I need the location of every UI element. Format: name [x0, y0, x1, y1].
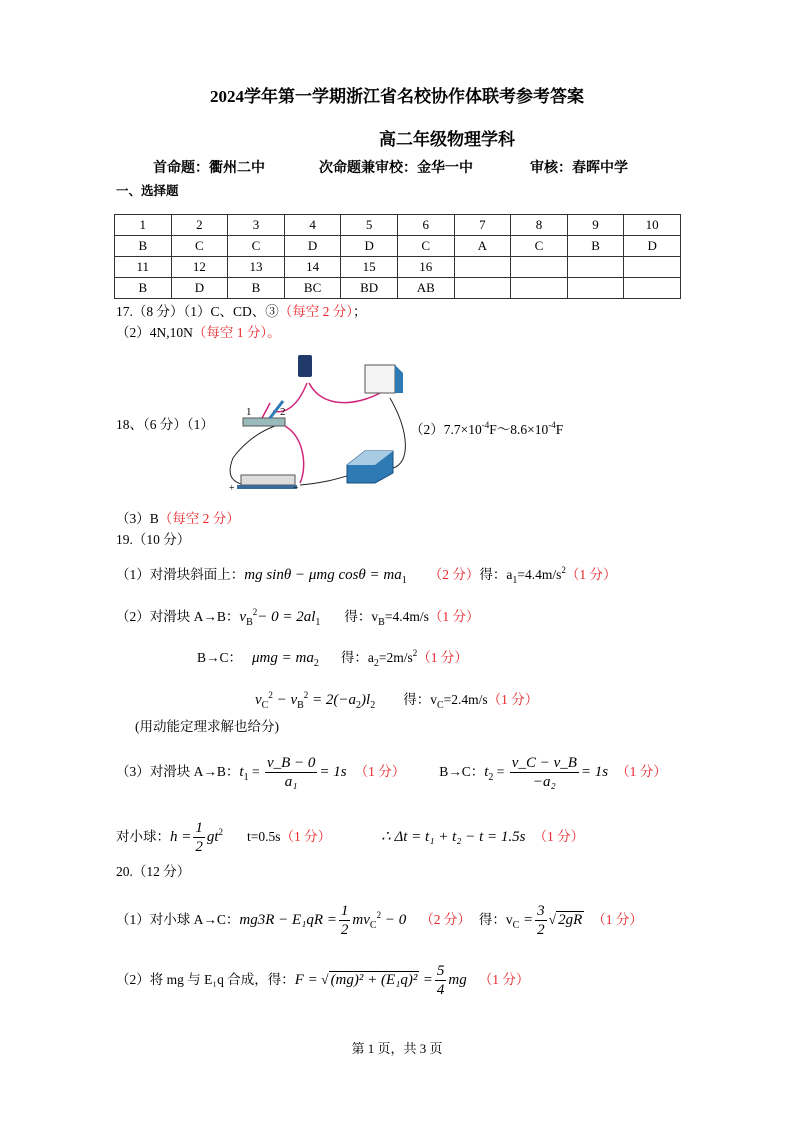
- table-cell: [511, 278, 568, 299]
- table-cell: 1: [115, 215, 172, 236]
- score-note: （1 分）: [354, 764, 406, 779]
- table-cell: B: [228, 278, 285, 299]
- sqrt-radicand: (mg)² + (E₁q)²: [330, 972, 418, 988]
- table-cell: [624, 257, 681, 278]
- table-row: [115, 257, 681, 278]
- text: （2）7.7×10: [410, 422, 482, 437]
- text: 得：a: [479, 567, 513, 582]
- equation: t: [239, 764, 244, 780]
- fraction: [510, 754, 579, 791]
- text: （2）将 mg 与 E₁q 合成，得：: [116, 972, 295, 987]
- equation: mg3R − E₁qR =: [239, 912, 337, 928]
- score-note: （2 分）: [420, 912, 471, 927]
- table-cell: AB: [397, 278, 454, 299]
- q19-part2: （2）对滑块 A→B：$v_B^2- 0 = 2al_1$ 得：$v_B=4.4m/s(1$ 分）: [116, 607, 480, 628]
- table-cell: C: [171, 236, 228, 257]
- subscript: 1: [512, 575, 518, 586]
- equation: mv: [352, 912, 370, 928]
- table-cell: [454, 278, 511, 299]
- q17-line1: [116, 302, 367, 322]
- text: B→C：: [439, 764, 485, 779]
- equation: = 1s: [580, 764, 609, 780]
- equation: μmg = ma: [252, 650, 314, 666]
- subscript: 2: [313, 658, 319, 669]
- q19-heading: 19.（10 分）: [116, 532, 191, 547]
- table-cell: 8: [511, 215, 568, 236]
- table-cell: C: [397, 236, 454, 257]
- table-cell: D: [624, 236, 681, 257]
- equation: mg sinθ − μmg cosθ = ma: [244, 567, 402, 583]
- text: 得：v: [478, 912, 513, 927]
- switch-icon: [243, 418, 285, 426]
- text: =2m/s: [378, 650, 413, 665]
- subscript: 1: [315, 617, 321, 628]
- section-heading: 一、选择题: [116, 184, 179, 198]
- text: t=0.5s: [247, 829, 281, 844]
- table-cell: 4: [284, 215, 341, 236]
- q19-ball: 对小球：h = $\frac{1}{2}$ $gt^2$ t=0.5s（1 分） ∴ Δt = t₁ + t₂ − t = 1.5s （1 分）: [116, 820, 585, 856]
- fraction: [435, 962, 447, 999]
- numerator: 1: [195, 820, 203, 837]
- exponent: -4: [548, 420, 556, 430]
- q19-part3: （3）对滑块 A→B：$t_1$ = $\frac{v\_B - 0}{\text{a₁}}$ = 1s （1 分） B→C：$t_2$ = $\frac{v\_C - v\_B}{\text{−a₂}}$ = 1s （1 分）: [116, 755, 667, 791]
- table-cell: B: [115, 278, 172, 299]
- table-cell: B: [115, 236, 172, 257]
- score-note: （1 分）: [478, 972, 530, 987]
- equation: h =: [170, 829, 192, 845]
- table-cell: 7: [454, 215, 511, 236]
- fraction: [535, 902, 547, 939]
- circuit-diagram: [225, 353, 410, 493]
- table-cell: B: [567, 236, 624, 257]
- table-cell: 11: [115, 257, 172, 278]
- table-cell: 14: [284, 257, 341, 278]
- galvanometer-icon: [365, 365, 395, 393]
- equation: l: [311, 609, 316, 625]
- score-note: （每空 2 分）: [278, 304, 354, 319]
- table-cell: [624, 278, 681, 299]
- minus-label: −: [293, 483, 299, 493]
- score-note: （2 分）: [428, 567, 480, 582]
- q20-part1: （1）对小球 A→C：mg3R − E₁qR = $\frac{1}{2}$ $mv_C^2 - 0$ （2 分） 得：$v_C$ = $\frac{3}{2}$ √ 2gR （1 分）: [116, 903, 643, 939]
- denominator: 2: [195, 839, 203, 856]
- q18-answer-3: [116, 509, 240, 529]
- fraction: [265, 754, 317, 791]
- table-cell: C: [228, 236, 285, 257]
- subscript: C: [436, 700, 444, 711]
- score-note: （1 分）: [280, 829, 332, 844]
- q19-note: (用动能定理求解也给分): [135, 719, 279, 734]
- author-secondary: 次命题兼审校：金华一中: [319, 161, 473, 176]
- text: （3）B: [116, 511, 159, 526]
- table-cell: BC: [284, 278, 341, 299]
- table-cell: 15: [341, 257, 398, 278]
- q20-heading: 20.（12 分）: [116, 864, 191, 879]
- table-cell: 9: [567, 215, 624, 236]
- plus-label: +: [229, 483, 235, 493]
- equation: )l: [361, 692, 371, 708]
- exponent: -4: [481, 420, 490, 430]
- score-note: （每空 2 分）: [158, 511, 240, 526]
- numerator: 5: [436, 963, 445, 980]
- q18-answer-2: [410, 415, 563, 440]
- terminal-2-label: 2: [280, 406, 286, 418]
- table-cell: 6: [397, 215, 454, 236]
- fraction: [193, 819, 205, 856]
- text: 对小球：: [116, 829, 170, 844]
- denominator: 2: [340, 922, 349, 939]
- numerator: 3: [537, 903, 545, 920]
- score-note: （1 分）: [565, 567, 617, 582]
- text: 得：v: [344, 609, 379, 624]
- score-note: （1 分）: [533, 829, 585, 844]
- text: =4.4m/s: [384, 609, 429, 624]
- q19-part2-bc: [197, 643, 468, 674]
- q17-answer-1: 17.（8 分）（1）C、CD、③: [116, 304, 279, 319]
- document-title: 2024学年第一学期浙江省名校协作体联考参考答案: [210, 87, 584, 106]
- punct: ；: [353, 304, 367, 319]
- author-review: 审核：春晖中学: [530, 161, 628, 176]
- table-cell: D: [284, 236, 341, 257]
- q17-answer-2: （2）4N,10N: [116, 325, 193, 340]
- text: （3）对滑块 A→B：: [116, 764, 240, 779]
- table-cell: [567, 278, 624, 299]
- numerator: 1: [340, 903, 349, 920]
- score-note: （1 分）: [487, 692, 539, 707]
- superscript: 2: [412, 648, 418, 658]
- table-cell: 13: [228, 257, 285, 278]
- equation: = 2(−a: [308, 692, 357, 708]
- text: 得：v: [403, 692, 437, 707]
- page-footer: 第 1 页，共 3 页: [351, 1041, 443, 1056]
- table-row: [115, 215, 681, 236]
- sqrt-radicand: 2gR: [558, 912, 583, 928]
- equation: − 0: [381, 912, 407, 928]
- q18-label: 18、（6 分）（1）: [116, 417, 214, 432]
- q20-part2: （2）将 mg 与 E₁q 合成，得：F = √ (mg)² + (E₁q)² = $\frac{5}{4}$ mg （1 分）: [116, 963, 530, 999]
- equation: = 1s: [319, 764, 347, 780]
- table-cell: 3: [228, 215, 285, 236]
- numerator: v_C − v_B: [511, 755, 577, 772]
- table-cell: 5: [341, 215, 398, 236]
- q19-part2-vc: $v_C^2 - v_B^2 = 2(-a_2)l_2$ 得：$v_C=2.4m/s(1$ 分）: [255, 690, 539, 711]
- text: =4.4m/s: [517, 567, 562, 582]
- table-cell: 12: [171, 257, 228, 278]
- equation: mg: [448, 972, 467, 988]
- table-cell: C: [511, 236, 568, 257]
- subscript: 1: [401, 575, 407, 586]
- battery-icon: [241, 475, 295, 485]
- equation: F =: [294, 972, 318, 988]
- equation: =: [422, 972, 433, 988]
- score-note: （1 分）: [428, 609, 480, 624]
- table-cell: [454, 257, 511, 278]
- terminal-1-label: 1: [246, 406, 252, 418]
- denominator: a₁: [284, 774, 298, 791]
- fraction: [339, 902, 351, 939]
- text: （1）对小球 A→C：: [116, 912, 240, 927]
- equation: gt: [206, 829, 219, 845]
- subscript: 2: [373, 658, 379, 669]
- equation: v: [255, 692, 262, 708]
- table-cell: [567, 257, 624, 278]
- table-row: [115, 278, 681, 299]
- text: B→C：: [197, 650, 243, 665]
- table-cell: BD: [341, 278, 398, 299]
- denominator: 2: [537, 922, 545, 939]
- denominator: −a₂: [532, 774, 556, 791]
- text: F: [555, 422, 564, 437]
- superscript: 2: [561, 565, 566, 575]
- text: 得：a: [340, 650, 374, 665]
- subscript: B: [378, 617, 385, 628]
- equation: ∴ Δt = t₁ + t₂ − t = 1.5s: [381, 829, 526, 845]
- document-subtitle: 高二年级物理学科: [379, 130, 515, 149]
- equation: v: [239, 609, 247, 625]
- table-cell: D: [171, 278, 228, 299]
- table-cell: 10: [624, 215, 681, 236]
- answer-table: [114, 214, 681, 299]
- score-note: （1 分）: [592, 912, 643, 927]
- equation: − 0 = 2a: [257, 609, 312, 625]
- table-cell: D: [341, 236, 398, 257]
- author-primary: 首命题：衢州二中: [153, 161, 265, 176]
- capacitor-icon: [298, 355, 312, 377]
- text: =2.4m/s: [443, 692, 488, 707]
- table-cell: 16: [397, 257, 454, 278]
- table-cell: A: [454, 236, 511, 257]
- equation: =: [519, 912, 534, 928]
- text: （2）对滑块 A→B：: [116, 609, 240, 624]
- score-note: （1 分）: [417, 650, 468, 665]
- numerator: v_B − 0: [266, 755, 316, 772]
- text: （1）对滑块斜面上：: [116, 567, 245, 582]
- table-cell: [511, 257, 568, 278]
- score-note: （1 分）: [616, 764, 667, 779]
- q17-line2: [116, 323, 281, 343]
- table-cell: 2: [171, 215, 228, 236]
- q19-part1: [116, 560, 617, 591]
- denominator: 4: [436, 982, 445, 999]
- text: F～8.6×10: [489, 422, 549, 437]
- score-note: （每空 1 分）。: [192, 325, 281, 340]
- equation: − v: [272, 692, 298, 708]
- table-row: [115, 236, 681, 257]
